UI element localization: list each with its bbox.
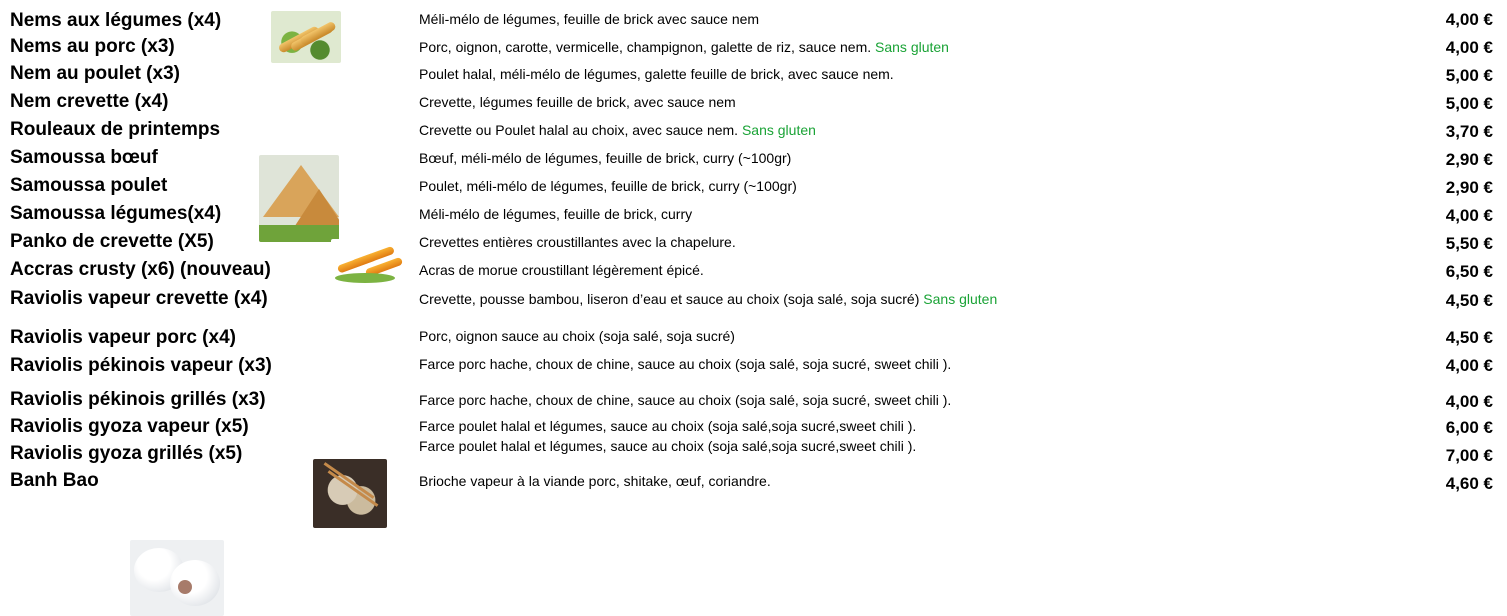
item-desc-banh-bao: Brioche vapeur à la viande porc, shitake, œuf, coriandre.	[419, 473, 771, 489]
item-desc-accras-crusty: Acras de morue croustillant légèrement épicé.	[419, 262, 704, 278]
item-desc-raviolis-vapeur-porc: Porc, oignon sauce au choix (soja salé, soja sucré)	[419, 328, 735, 344]
item-name-nems-legumes: Nems aux légumes (x4)	[10, 10, 222, 31]
item-name-raviolis-pekinois-grilles: Raviolis pékinois grillés (x3)	[10, 389, 266, 410]
item-name-raviolis-vapeur-porc: Raviolis vapeur porc (x4)	[10, 327, 236, 348]
item-desc-samoussa-boeuf: Bœuf, méli-mélo de légumes, feuille de brick, curry (~100gr)	[419, 150, 792, 166]
item-name-raviolis-gyoza-grilles: Raviolis gyoza grillés (x5)	[10, 443, 243, 464]
item-name-raviolis-gyoza-vapeur: Raviolis gyoza vapeur (x5)	[10, 416, 249, 437]
item-desc-raviolis-pekinois-vapeur: Farce porc hache, choux de chine, sauce au choix (soja salé, soja sucré, sweet chili ).	[419, 356, 952, 372]
item-desc-raviolis-vapeur-crevette: Crevette, pousse bambou, liseron d’eau et sauce au choix (soja salé, soja sucré) Sans gluten	[419, 291, 998, 307]
item-name-nem-crevette: Nem crevette (x4)	[10, 91, 169, 112]
item-desc-samoussa-poulet: Poulet, méli-mélo de légumes, feuille de brick, curry (~100gr)	[419, 178, 797, 194]
item-desc-nems-porc: Porc, oignon, carotte, vermicelle, champignon, galette de riz, sauce nem. Sans gluten	[419, 39, 949, 55]
item-name-nems-porc: Nems au porc (x3)	[10, 36, 175, 57]
panko-shrimp-photo	[331, 239, 410, 289]
gluten-free-label: Sans gluten	[923, 291, 998, 307]
item-name-panko-crevette: Panko de crevette (X5)	[10, 231, 214, 252]
nems-photo	[271, 11, 341, 63]
item-name-samoussa-poulet: Samoussa poulet	[10, 175, 168, 196]
item-price-rouleaux-printemps: 3,70 €	[1445, 122, 1493, 141]
item-name-samoussa-boeuf: Samoussa bœuf	[10, 147, 158, 168]
item-desc-raviolis-gyoza-vapeur: Farce poulet halal et légumes, sauce au choix (soja salé,soja sucré,sweet chili ).	[419, 418, 917, 434]
item-price-raviolis-pekinois-grilles: 4,00 €	[1445, 392, 1493, 411]
item-price-nems-legumes: 4,00 €	[1445, 10, 1493, 29]
item-desc-rouleaux-printemps: Crevette ou Poulet halal au choix, avec sauce nem. Sans gluten	[419, 122, 816, 138]
item-name-accras-crusty: Accras crusty (x6) (nouveau)	[10, 259, 271, 280]
item-price-banh-bao: 4,60 €	[1445, 474, 1493, 493]
item-name-banh-bao: Banh Bao	[10, 470, 99, 491]
item-desc-raviolis-gyoza-grilles: Farce poulet halal et légumes, sauce au choix (soja salé,soja sucré,sweet chili ).	[419, 438, 917, 454]
item-desc-nem-crevette: Crevette, légumes feuille de brick, avec sauce nem	[419, 94, 736, 110]
item-price-nem-poulet: 5,00 €	[1445, 66, 1493, 85]
banh-bao-photo	[130, 540, 224, 616]
gluten-free-label: Sans gluten	[875, 39, 949, 55]
item-name-nem-poulet: Nem au poulet (x3)	[10, 63, 180, 84]
item-price-raviolis-gyoza-grilles: 7,00 €	[1445, 446, 1493, 465]
item-desc-raviolis-pekinois-grilles: Farce porc hache, choux de chine, sauce au choix (soja salé, soja sucré, sweet chili ).	[419, 392, 952, 408]
item-name-raviolis-pekinois-vapeur: Raviolis pékinois vapeur (x3)	[10, 355, 272, 376]
item-name-samoussa-legumes: Samoussa légumes(x4)	[10, 203, 222, 224]
item-price-samoussa-boeuf: 2,90 €	[1445, 150, 1493, 169]
item-desc-nem-poulet: Poulet halal, méli-mélo de légumes, galette feuille de brick, avec sauce nem.	[419, 66, 894, 82]
item-price-nem-crevette: 5,00 €	[1445, 94, 1493, 113]
gluten-free-label: Sans gluten	[741, 122, 816, 138]
samoussa-photo	[259, 155, 339, 242]
item-desc-panko-crevette: Crevettes entières croustillantes avec la chapelure.	[419, 234, 736, 250]
item-price-panko-crevette: 5,50 €	[1445, 234, 1493, 253]
item-price-nems-porc: 4,00 €	[1445, 38, 1493, 57]
item-price-accras-crusty: 6,50 €	[1445, 262, 1493, 281]
item-desc-nems-legumes: Méli-mélo de légumes, feuille de brick avec sauce nem	[419, 11, 760, 27]
item-price-raviolis-pekinois-vapeur: 4,00 €	[1445, 356, 1493, 375]
item-name-rouleaux-printemps: Rouleaux de printemps	[10, 119, 221, 140]
item-price-raviolis-gyoza-vapeur: 6,00 €	[1445, 418, 1493, 437]
item-price-samoussa-legumes: 4,00 €	[1445, 206, 1493, 225]
item-name-raviolis-vapeur-crevette: Raviolis vapeur crevette (x4)	[10, 288, 268, 309]
item-price-samoussa-poulet: 2,90 €	[1445, 178, 1493, 197]
item-price-raviolis-vapeur-crevette: 4,50 €	[1445, 291, 1493, 310]
gyoza-photo	[313, 459, 387, 528]
item-desc-samoussa-legumes: Méli-mélo de légumes, feuille de brick, curry	[419, 206, 693, 222]
item-price-raviolis-vapeur-porc: 4,50 €	[1445, 328, 1493, 347]
